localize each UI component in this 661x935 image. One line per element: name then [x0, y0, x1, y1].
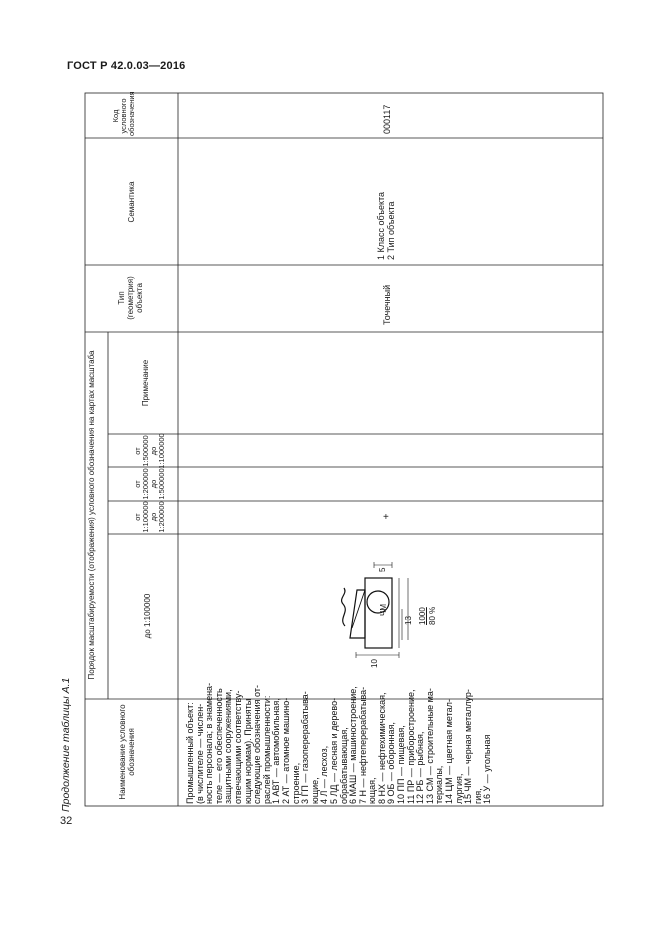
- name-line: 5 ЛД — лесная и дерево-: [328, 697, 339, 804]
- page-number: 32: [60, 815, 73, 827]
- name-line: теле — его обеспеченность: [213, 688, 224, 804]
- col-header-note: Примечание: [141, 359, 150, 407]
- name-line: гия,: [472, 788, 483, 804]
- symbol-numerator: 1000: [418, 607, 427, 625]
- semantics-line-2: 2 Тип объекта: [386, 201, 396, 260]
- name-line: 15 ЧМ — черная металлур-: [463, 689, 474, 804]
- row-name-text: [185, 682, 493, 804]
- name-line: Промышленный объект:: [185, 702, 195, 804]
- name-line: (в числителе — числен-: [194, 703, 205, 804]
- name-line: 9 ОБ — оборонная,: [386, 722, 397, 804]
- name-line: ющим нормам). Приняты: [242, 698, 253, 804]
- symbol-denominator: 80 %: [428, 606, 437, 625]
- name-line: ющие,: [309, 777, 320, 804]
- col-header-scale-4: от 1:500000 до 1:1000000: [133, 433, 166, 469]
- name-line: 13 СМ — строительные ма-: [424, 688, 435, 804]
- col-header-semantics: Семантика: [127, 181, 136, 223]
- name-line: 12 РБ — рыбная,: [415, 731, 426, 804]
- name-line: 2 АТ — атомное машино-: [280, 697, 291, 804]
- symbol-dim-height: 13: [404, 616, 413, 625]
- name-line: обрабатывающая,: [338, 727, 349, 804]
- name-line: лургия,: [453, 773, 464, 804]
- table-caption: Продолжение таблицы А.1: [60, 677, 72, 812]
- col-header-scale-2: от 1:100000 до 1:200000: [133, 501, 166, 533]
- col-header-scale-group: Порядок масштабируемости (отображения) условного обозначения на картах масштаба: [87, 350, 96, 680]
- name-line: следующие обозначения от-: [252, 685, 263, 804]
- semantics-line-1: 1 Класс объекта: [376, 191, 386, 260]
- name-line: ность персонала; в знамена-: [204, 682, 215, 804]
- name-line: 8 НХ — нефтехимическая,: [376, 692, 387, 804]
- symbol-dim-small: 5: [378, 567, 387, 572]
- name-line: 11 ПР — приборостроение,: [405, 689, 416, 804]
- name-line: 1 АВТ — автомобильная,: [271, 698, 282, 804]
- col-header-type: Тип (геометрия) объекта: [117, 276, 144, 320]
- name-line: 6 МАШ — машиностроение,: [348, 686, 359, 804]
- scale-2-mark: +: [383, 512, 389, 523]
- symbol-dim-width: 10: [370, 659, 379, 668]
- name-line: териалы,: [434, 765, 445, 804]
- col-header-code: Код условного обозначения: [111, 91, 136, 136]
- name-line: отвечающими соответству-: [232, 690, 243, 804]
- industrial-object-symbol: [320, 560, 410, 670]
- name-line: 4 Л — лесхоз,: [319, 745, 330, 804]
- row-code: 000117: [382, 104, 392, 134]
- name-line: 16 У — угольная: [482, 734, 493, 804]
- name-line: 3 ГП — газоперерабатыва-: [300, 691, 311, 804]
- col-header-scale-3: от 1:200000 до 1:500000: [133, 468, 166, 500]
- col-header-name: Наименование условного обозначения: [118, 704, 136, 800]
- col-header-scale-1: до 1:100000: [143, 593, 152, 639]
- name-line: защитными сооружениями,: [223, 689, 234, 804]
- name-line: 10 ПП — пищевая,: [396, 725, 407, 804]
- name-line: 7 Н — нефтеперерабатыва-: [357, 686, 368, 804]
- row-type: Точечный: [382, 284, 392, 325]
- name-line: раслей промышленности:: [261, 695, 272, 804]
- name-line: строение,: [290, 762, 301, 804]
- name-line: 14 ЦМ — цветная метал-: [444, 699, 455, 804]
- row-semantics: [376, 192, 396, 260]
- document-header: ГОСТ Р 42.0.03—2016: [67, 60, 186, 72]
- symbol-label: ЧМ: [379, 604, 388, 616]
- name-line: ющая,: [367, 777, 378, 804]
